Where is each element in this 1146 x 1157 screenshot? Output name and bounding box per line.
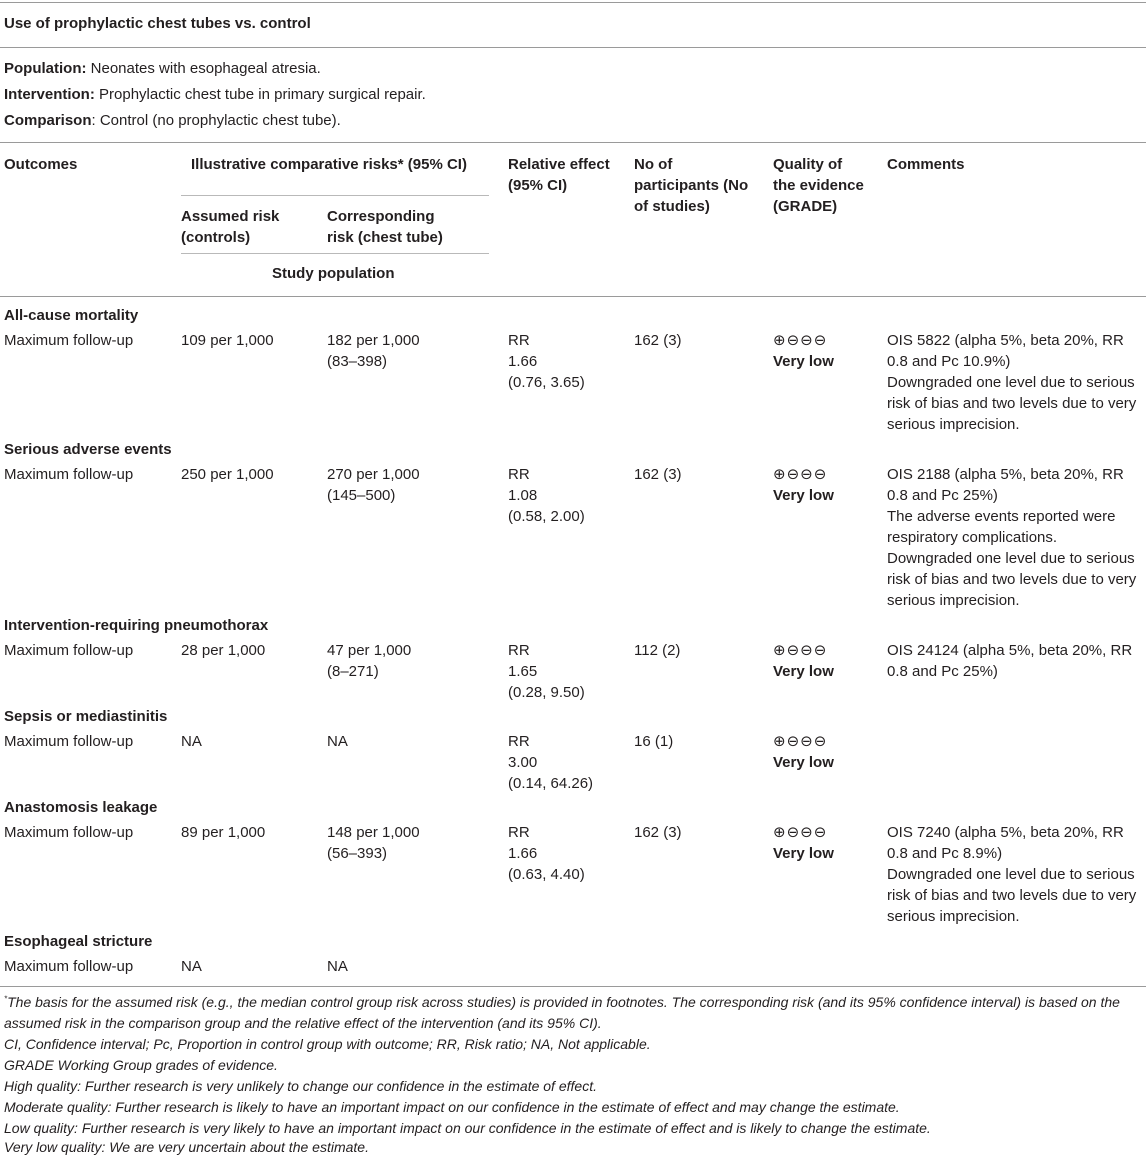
participants: 112 (2): [634, 642, 681, 659]
cell-line: risk of bias and two levels due to very: [887, 571, 1137, 588]
grade-symbols-icon: ⊕⊖⊖⊖: [773, 824, 828, 841]
timepoint: Maximum follow-up: [4, 733, 134, 750]
cell-line: 270 per 1,000: [327, 466, 420, 483]
study-population-rule: [181, 253, 489, 254]
relative-effect: [508, 731, 593, 794]
cell-line: 182 per 1,000: [327, 332, 420, 349]
footnote: Very low quality: We are very uncertain about the estimate.: [4, 1139, 369, 1155]
table-title: Use of prophylactic chest tubes vs. control: [4, 15, 311, 32]
header-illustrative-risks: Illustrative comparative risks* (95% CI): [191, 156, 467, 173]
footnote: Moderate quality: Further research is likely to have an important impact on our confidence in the estimate of effect and may change the estimate.: [4, 1099, 900, 1115]
cell-line: RR: [508, 733, 530, 750]
header-assumed-risk: [181, 206, 279, 248]
pico-label: Comparison: [4, 112, 92, 129]
quality-grade: [773, 822, 834, 864]
relative-effect: [508, 640, 585, 703]
comments: [887, 640, 1132, 682]
header-corresponding-risk: [327, 206, 443, 248]
header-study-population: Study population: [272, 265, 395, 282]
header-quality: [773, 154, 864, 217]
cell-line: 0.8 and Pc 8.9%): [887, 845, 1003, 862]
cell-line: RR: [508, 466, 530, 483]
pico-label: Intervention:: [4, 86, 95, 103]
pico-text: Prophylactic chest tube in primary surgical repair.: [94, 86, 426, 103]
cell-line: (145–500): [327, 487, 396, 504]
quality-label: Very low: [773, 353, 834, 370]
corresponding-risk: [327, 464, 420, 506]
assumed-risk: 109 per 1,000: [181, 332, 274, 349]
header-line: (controls): [181, 229, 251, 246]
header-line: No of: [634, 156, 673, 173]
pico-rule: [0, 142, 1146, 143]
cell-line: RR: [508, 824, 530, 841]
footnote: GRADE Working Group grades of evidence.: [4, 1057, 278, 1073]
participants: 162 (3): [634, 824, 682, 841]
corresponding-risk: [327, 640, 411, 682]
outcome-title: Esophageal stricture: [4, 933, 153, 950]
timepoint: Maximum follow-up: [4, 824, 134, 841]
assumed-risk: 28 per 1,000: [181, 642, 266, 659]
header-line: Relative effect: [508, 156, 610, 173]
quality-label: Very low: [773, 754, 834, 771]
header-outcomes: Outcomes: [4, 156, 78, 173]
relative-effect: [508, 464, 585, 527]
cell-line: Downgraded one level due to serious: [887, 866, 1135, 883]
cell-line: RR: [508, 642, 530, 659]
footnote: Low quality: Further research is very likely to have an important impact on our confidence in the estimate of effect and is likely to change the estimate.: [4, 1120, 931, 1136]
header-line: Corresponding: [327, 208, 435, 225]
header-participants: [634, 154, 748, 217]
comments: [887, 822, 1136, 927]
corresponding-risk: [327, 822, 420, 864]
pico-text: : Control (no prophylactic chest tube).: [91, 112, 341, 129]
participants: 162 (3): [634, 466, 682, 483]
footnote-text: The basis for the assumed risk (e.g., the median control group risk across studies) is provided in footnotes. The corresponding risk (and its 95% confidence interval) is based on the: [7, 994, 1120, 1010]
header-line: (GRADE): [773, 198, 838, 215]
cell-line: Downgraded one level due to serious: [887, 550, 1135, 567]
table-bottom-rule: [0, 986, 1146, 987]
cell-line: 3.00: [508, 754, 538, 771]
comments: [887, 464, 1136, 611]
header-rule: [0, 296, 1146, 297]
outcome-title: Sepsis or mediastinitis: [4, 708, 168, 725]
corresponding-risk: NA: [327, 958, 348, 975]
top-rule: [0, 2, 1146, 3]
cell-line: (56–393): [327, 845, 388, 862]
cell-line: 1.66: [508, 353, 538, 370]
outcome-title: Anastomosis leakage: [4, 799, 158, 816]
footnote: assumed risk in the comparison group and the relative effect of the intervention (and its 95% CI).: [4, 1015, 602, 1031]
timepoint: Maximum follow-up: [4, 642, 134, 659]
footnote-star: *: [4, 994, 8, 1004]
quality-label: Very low: [773, 845, 834, 862]
header-line: Assumed risk: [181, 208, 280, 225]
cell-line: OIS 2188 (alpha 5%, beta 20%, RR: [887, 466, 1124, 483]
cell-line: 1.66: [508, 845, 538, 862]
quality-grade: [773, 731, 834, 773]
pico-text: Neonates with esophageal atresia.: [86, 60, 321, 77]
header-line: of studies): [634, 198, 710, 215]
header-line: risk (chest tube): [327, 229, 443, 246]
cell-line: risk of bias and two levels due to very: [887, 887, 1137, 904]
cell-line: respiratory complications.: [887, 529, 1058, 546]
pico-population: [4, 58, 321, 79]
cell-line: 1.65: [508, 663, 538, 680]
grade-symbols-icon: ⊕⊖⊖⊖: [773, 466, 828, 483]
cell-line: The adverse events reported were: [887, 508, 1116, 525]
footnote: CI, Confidence interval; Pc, Proportion in control group with outcome; RR, Risk ratio; NA, Not applicable.: [4, 1036, 651, 1052]
cell-line: (8–271): [327, 663, 379, 680]
cell-line: (0.76, 3.65): [508, 374, 585, 391]
participants: 162 (3): [634, 332, 682, 349]
corresponding-risk: [327, 330, 420, 372]
header-comments: Comments: [887, 156, 965, 173]
illustrative-subrule: [181, 195, 489, 196]
assumed-risk: NA: [181, 958, 202, 975]
cell-line: 1.08: [508, 487, 538, 504]
cell-line: serious imprecision.: [887, 592, 1020, 609]
title-rule: [0, 47, 1146, 48]
cell-line: risk of bias and two levels due to very: [887, 395, 1137, 412]
cell-line: OIS 5822 (alpha 5%, beta 20%, RR: [887, 332, 1124, 349]
footnote: [4, 992, 1142, 1012]
header-line: participants (No: [634, 177, 749, 194]
pico-comparison: [4, 110, 341, 131]
outcome-title: All-cause mortality: [4, 307, 139, 324]
grade-symbols-icon: ⊕⊖⊖⊖: [773, 332, 828, 349]
cell-line: 0.8 and Pc 25%): [887, 663, 998, 680]
cell-line: 47 per 1,000: [327, 642, 412, 659]
quality-grade: [773, 330, 834, 372]
header-line: (95% CI): [508, 177, 568, 194]
footnote: High quality: Further research is very unlikely to change our confidence in the estimate of effect.: [4, 1078, 597, 1094]
header-line: the evidence: [773, 177, 864, 194]
pico-label: Population:: [4, 60, 87, 77]
cell-line: RR: [508, 332, 530, 349]
outcome-title: Intervention-requiring pneumothorax: [4, 617, 269, 634]
relative-effect: [508, 822, 585, 885]
cell-line: (83–398): [327, 353, 388, 370]
pico-intervention: [4, 84, 426, 105]
header-line: Quality of: [773, 156, 843, 173]
quality-label: Very low: [773, 663, 834, 680]
cell-line: 0.8 and Pc 10.9%): [887, 353, 1011, 370]
header-relative-effect: [508, 154, 610, 196]
relative-effect: [508, 330, 585, 393]
cell-line: (0.63, 4.40): [508, 866, 585, 883]
cell-line: serious imprecision.: [887, 908, 1020, 925]
timepoint: Maximum follow-up: [4, 466, 134, 483]
participants: 16 (1): [634, 733, 674, 750]
assumed-risk: 89 per 1,000: [181, 824, 266, 841]
cell-line: (0.28, 9.50): [508, 684, 585, 701]
grade-symbols-icon: ⊕⊖⊖⊖: [773, 733, 828, 750]
cell-line: 0.8 and Pc 25%): [887, 487, 998, 504]
cell-line: NA: [327, 733, 348, 750]
quality-label: Very low: [773, 487, 834, 504]
quality-grade: [773, 640, 834, 682]
assumed-risk: 250 per 1,000: [181, 466, 274, 483]
cell-line: serious imprecision.: [887, 416, 1020, 433]
outcome-title: Serious adverse events: [4, 441, 172, 458]
assumed-risk: NA: [181, 733, 202, 750]
quality-grade: [773, 464, 834, 506]
cell-line: OIS 7240 (alpha 5%, beta 20%, RR: [887, 824, 1124, 841]
cell-line: (0.14, 64.26): [508, 775, 594, 792]
corresponding-risk: [327, 731, 348, 752]
cell-line: (0.58, 2.00): [508, 508, 585, 525]
timepoint: Maximum follow-up: [4, 958, 134, 975]
grade-symbols-icon: ⊕⊖⊖⊖: [773, 642, 828, 659]
cell-line: 148 per 1,000: [327, 824, 420, 841]
timepoint: Maximum follow-up: [4, 332, 134, 349]
cell-line: OIS 24124 (alpha 5%, beta 20%, RR: [887, 642, 1133, 659]
comments: [887, 330, 1136, 435]
cell-line: Downgraded one level due to serious: [887, 374, 1135, 391]
